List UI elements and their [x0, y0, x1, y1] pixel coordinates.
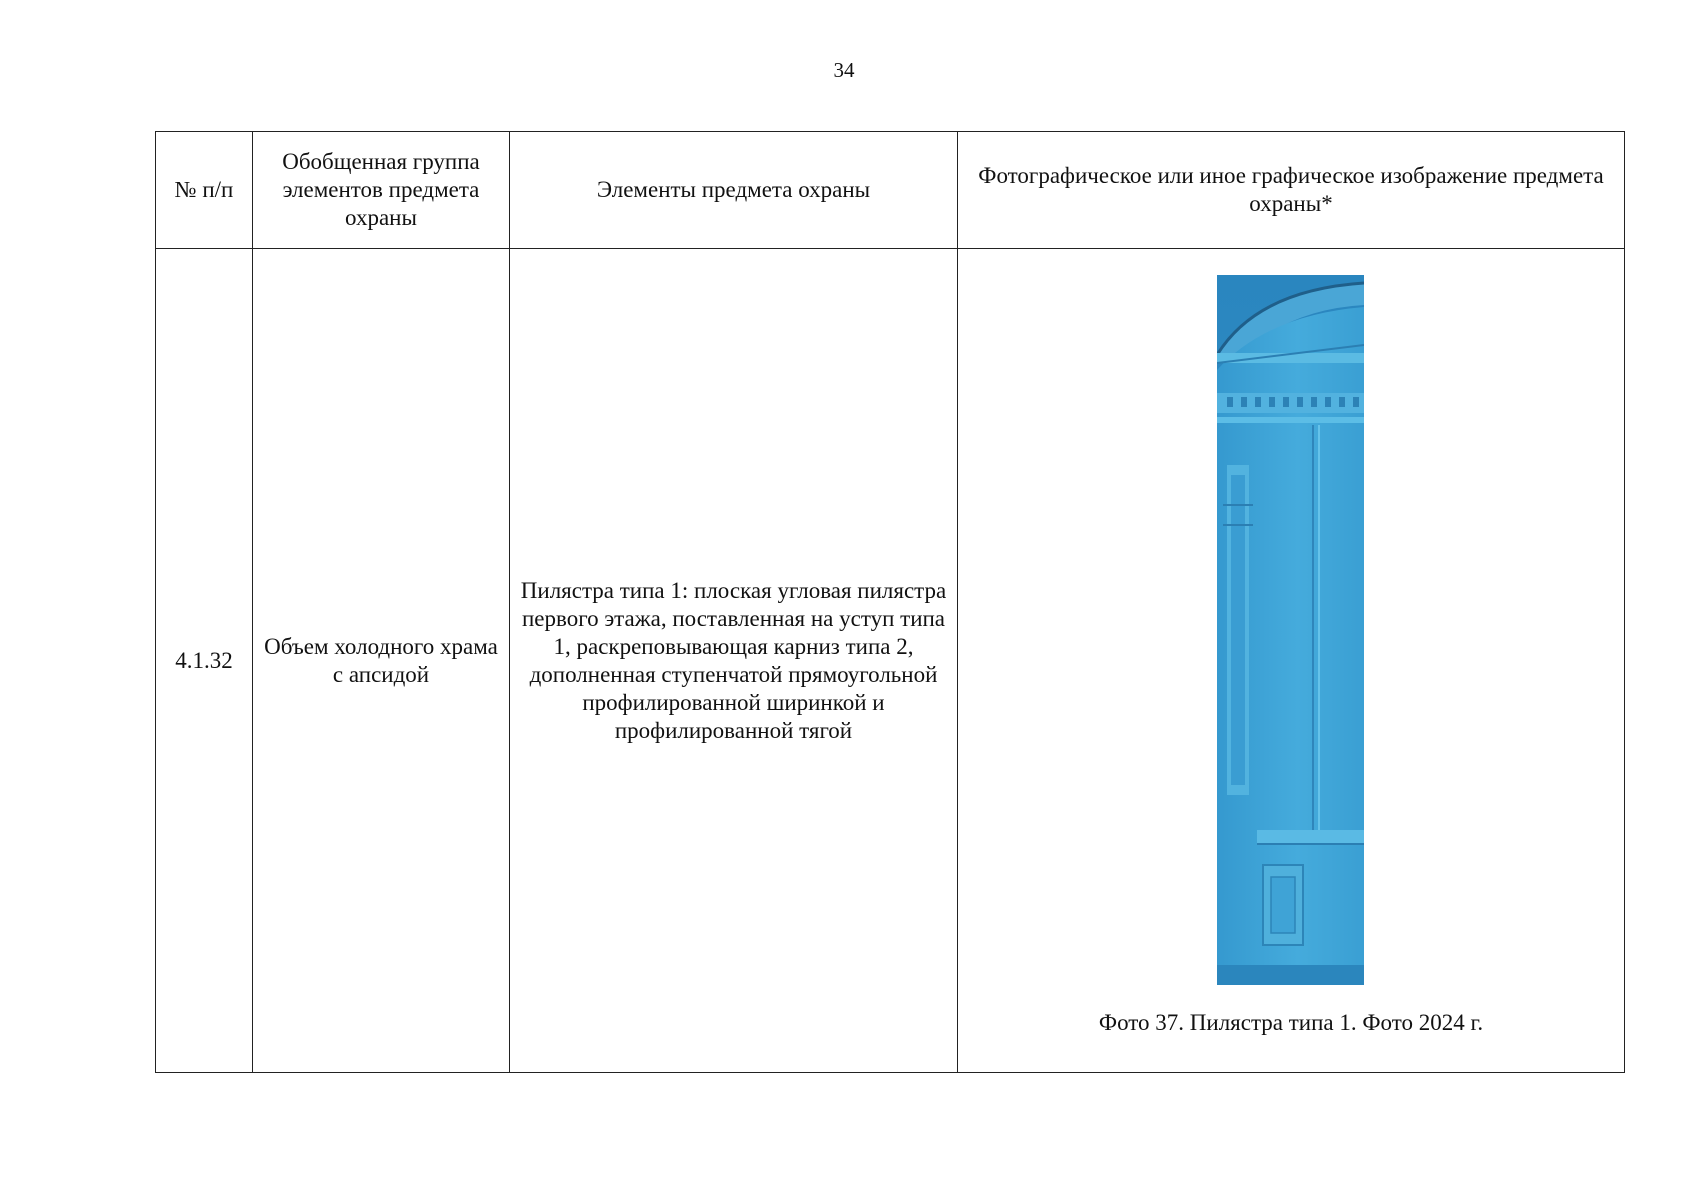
table-row [156, 249, 1625, 1073]
table-header-row [156, 132, 1625, 249]
photo-caption: Фото 37. Пилястра типа 1. Фото 2024 г. [1098, 1010, 1484, 1035]
header-number: № п/п [156, 132, 253, 249]
pilaster-photo [1217, 275, 1364, 985]
header-group: Обобщенная группа элементов предмета охраны [253, 132, 510, 249]
page-number: 34 [833, 58, 855, 82]
row-number: 4.1.32 [156, 249, 253, 1073]
header-elements: Элементы предмета охраны [510, 132, 958, 249]
row-photo-cell [958, 249, 1625, 1073]
header-photo: Фотографическое или иное графическое изображение предмета охраны* [958, 132, 1625, 249]
row-elements: Пилястра типа 1: плоская угловая пилястра первого этажа, поставленная на уступ типа 1, раскреповывающая карниз типа 2, дополненная ступенчатой прямоугольной профилированной ширинкой и профилированной тягой [510, 249, 958, 1073]
protection-subject-table [155, 131, 1625, 1073]
row-group: Объем холодного храма с апсидой [253, 249, 510, 1073]
